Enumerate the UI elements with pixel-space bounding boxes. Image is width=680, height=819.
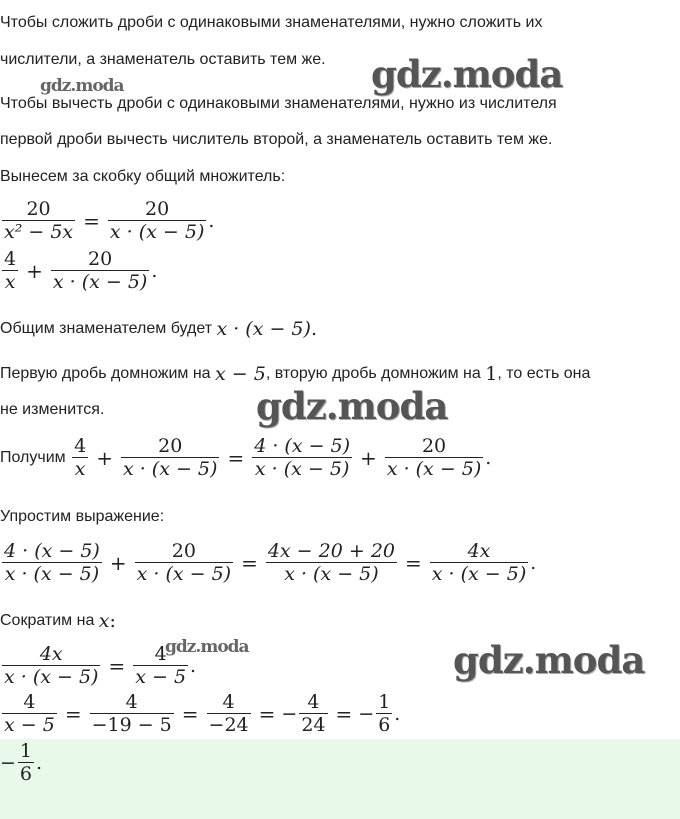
fraction: $\frac{20}{x \cdot (x - 5)}$ [386,435,482,481]
equation-factor: $\frac{20}{\text{x² − 5x}}$ = $\frac{20}{x \cdot (x - 5)}$ . [4,198,215,244]
paragraph-multiply-2: не изменится. [0,401,105,418]
fraction: $\frac{4 \cdot (x - 5)}{x \cdot (x - 5)}$ [4,540,100,586]
fraction: $\frac{4}{x - 5}$ [4,691,55,737]
paragraph-cancel: Сократим на x : [0,610,116,632]
fraction: $\frac{4x}{x \cdot (x - 5)}$ [4,643,99,689]
watermark-logo: gdz.moda [40,76,124,96]
watermark-logo: gdz.moda [165,637,249,657]
fraction: $\frac{20}{x \cdot (x - 5)}$ [52,248,148,294]
paragraph-add-rule-1: Чтобы сложить дроби с одинаковыми знаменателями, нужно сложить их [0,14,543,31]
fraction: $\frac{1}{6}$ [19,740,33,786]
equation-cancel: $\frac{4x}{x \cdot (x - 5)}$ = $\frac{4}{x - 5}$ . [4,643,197,689]
paragraph-add-rule-2: числители, а знаменатель оставить тем же. [0,51,326,68]
paragraph-simplify: Упростим выражение: [0,508,165,525]
paragraph-common-denominator: Общим знаменателем будет x · (x − 5) . [0,318,317,340]
fraction: $\frac{4}{x - 5}$ [135,643,187,689]
watermark-logo: gdz.moda [453,638,645,682]
fraction: $\frac{4}{24}$ [301,691,326,737]
paragraph-multiply: Первую дробь домножим на x − 5 , вторую дробь домножим на 1 , то есть она [0,363,591,385]
fraction: $\frac{20}{x \cdot (x - 5)}$ [136,540,232,586]
paragraph-factor-out: Вынесем за скобку общий множитель: [0,168,286,185]
fraction: $\frac{4 \cdot (x - 5)}{x \cdot (x - 5)}$ [254,435,351,481]
fraction: $\frac{4}{-19 - 5}$ [91,691,172,737]
paragraph-sub-rule-2: первой дроби вычесть числитель второй, а знаменатель оставить тем же. [0,131,553,148]
fraction: $\frac{4}{-24}$ [208,691,249,737]
paragraph-sub-rule-1: Чтобы вычесть дроби с одинаковыми знаменателями, нужно из числителя [0,95,557,112]
answer-highlight [0,739,680,819]
fraction: $\frac{4x}{x \cdot (x - 5)}$ [431,540,527,586]
equation-sum: $\frac{4}{x}$ + $\frac{20}{x \cdot (x - 5)}$ . [4,248,158,294]
fraction: $\frac{20}{\text{x² − 5x}}$ [4,198,74,244]
fraction: $\frac{4x - 20 + 20}{x \cdot (x - 5)}$ [267,540,395,586]
equation-simplify: $\frac{4 \cdot (x - 5)}{x \cdot (x - 5)}$ + $\frac{20}{x \cdot (x - 5)}$ = $\frac{4x - 20 + 20}{x \cdot (x - 5)}$ = $\frac{4x}{x \cdot (x - 5)}$ . [4,540,537,586]
watermark-logo: gdz.moda [371,52,563,96]
watermark-logo: gdz.moda [256,384,448,428]
fraction: $\frac{4}{x}$ [4,248,17,294]
fraction: $\frac{20}{x \cdot (x - 5)}$ [122,435,218,481]
answer: − $\frac{1}{6}$ . [0,740,43,786]
equation-result: Получим $\frac{4}{x}$ + $\frac{20}{x \cdot (x - 5)}$ = $\frac{4 \cdot (x - 5)}{x \cdot (x - 5)}$ + $\frac{20}{x \cdot (x - 5)}$ . [0,435,492,481]
fraction: $\frac{1}{6}$ [378,691,391,737]
fraction: $\frac{20}{x \cdot (x - 5)}$ [109,198,205,244]
equation-evaluate: $\frac{4}{x - 5}$ = $\frac{4}{-19 - 5}$ = $\frac{4}{-24}$ = − $\frac{4}{24}$ = − $\frac{1}{6}$ . [4,691,401,737]
fraction: $\frac{4}{x}$ [74,435,87,481]
